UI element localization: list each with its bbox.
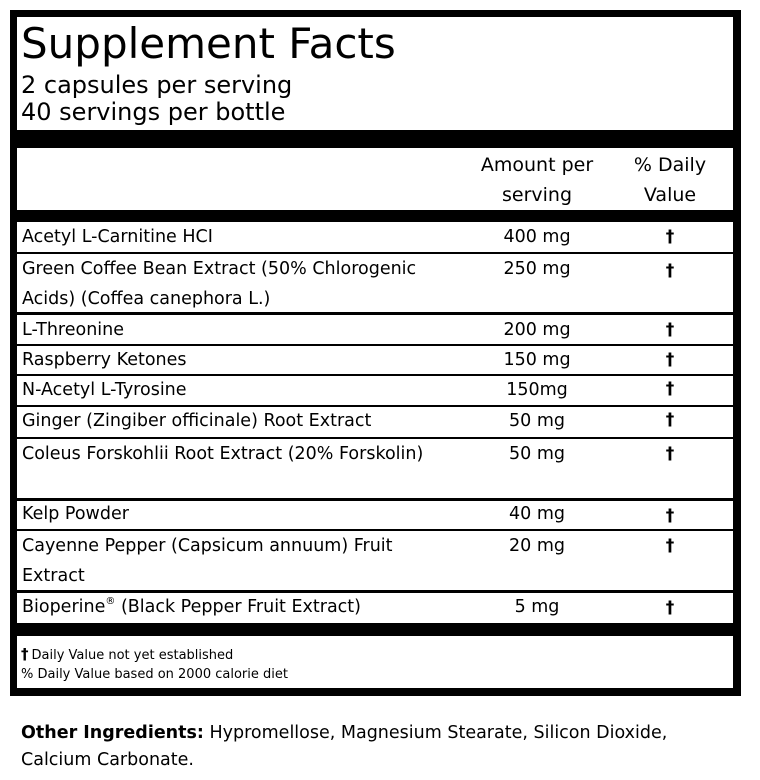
serving-size: 2 capsules per serving xyxy=(21,71,293,99)
ingredient-amount: 200 mg xyxy=(503,320,571,340)
ingredient-amount: 50 mg xyxy=(509,444,565,464)
table-row xyxy=(17,531,733,590)
dv-footnote xyxy=(21,645,233,665)
other-ingredients xyxy=(21,720,721,774)
ingredient-amount: 40 mg xyxy=(509,504,565,524)
table-row xyxy=(17,501,733,529)
ingredient-amount: 150 mg xyxy=(503,350,571,370)
daily-value-dagger: † xyxy=(665,506,675,526)
ingredient-name-suffix: (Black Pepper Fruit Extract) xyxy=(115,597,361,617)
table-row xyxy=(17,439,733,498)
ingredient-brand: Bioperine xyxy=(22,597,106,617)
page-title: Supplement Facts xyxy=(21,19,396,68)
daily-value-dagger: † xyxy=(665,444,675,464)
ingredient-amount: 150mg xyxy=(506,380,568,400)
table-row xyxy=(17,254,733,312)
ingredient-amount: 5 mg xyxy=(514,597,560,617)
ingredient-name: Acetyl L-Carnitine HCI xyxy=(22,227,213,247)
daily-value-dagger: † xyxy=(665,536,675,556)
ingredient-amount: 250 mg xyxy=(503,259,571,279)
ingredient-name: Green Coffee Bean Extract (50% Chlorogenic Acids) (Coffea canephora L.) xyxy=(22,259,417,309)
table-row xyxy=(17,593,733,623)
daily-value-dagger: † xyxy=(665,598,675,618)
ingredient-name xyxy=(22,593,447,621)
ingredient-name: Coleus Forskohlii Root Extract (20% Forskolin) xyxy=(22,444,424,464)
ingredient-amount: 50 mg xyxy=(509,411,565,431)
other-ingredients-text: Hypromellose, Magnesium Stearate, Silicon Dioxide, Calcium Carbonate. xyxy=(21,723,668,770)
ingredient-name: Cayenne Pepper (Capsicum annuum) Fruit Extract xyxy=(22,536,393,586)
registered-mark: ® xyxy=(105,596,116,607)
table-row xyxy=(17,222,733,252)
table-row xyxy=(17,346,733,374)
ingredient-name: L-Threonine xyxy=(22,320,125,340)
daily-value-dagger: † xyxy=(665,320,675,340)
ingredient-name: N-Acetyl L-Tyrosine xyxy=(22,380,187,400)
footnote-dagger: † xyxy=(21,645,29,663)
dv-footnote-text: Daily Value not yet established xyxy=(31,648,234,663)
footnotes xyxy=(17,636,733,688)
ingredient-amount: 20 mg xyxy=(509,536,565,556)
table-row xyxy=(17,376,733,405)
daily-value-dagger: † xyxy=(665,410,675,430)
daily-value-dagger: † xyxy=(665,350,675,370)
servings-per-container: 40 servings per bottle xyxy=(21,98,286,126)
table-row xyxy=(17,315,733,344)
daily-value-dagger: † xyxy=(665,227,675,247)
table-row xyxy=(17,407,733,437)
ingredient-amount: 400 mg xyxy=(503,227,571,247)
ingredient-name: Ginger (Zingiber officinale) Root Extract xyxy=(22,411,372,431)
ingredient-name: Kelp Powder xyxy=(22,504,129,524)
column-header-row xyxy=(17,148,733,210)
ingredient-name: Raspberry Ketones xyxy=(22,350,187,370)
daily-value-column-header: % Daily Value xyxy=(633,154,707,206)
daily-value-dagger: † xyxy=(665,379,675,399)
facts-header xyxy=(17,17,733,130)
amount-column-header: Amount per serving xyxy=(480,154,594,206)
calorie-footnote: % Daily Value based on 2000 calorie diet xyxy=(21,667,288,682)
daily-value-dagger: † xyxy=(665,261,675,281)
other-ingredients-label: Other Ingredients: xyxy=(21,723,204,743)
